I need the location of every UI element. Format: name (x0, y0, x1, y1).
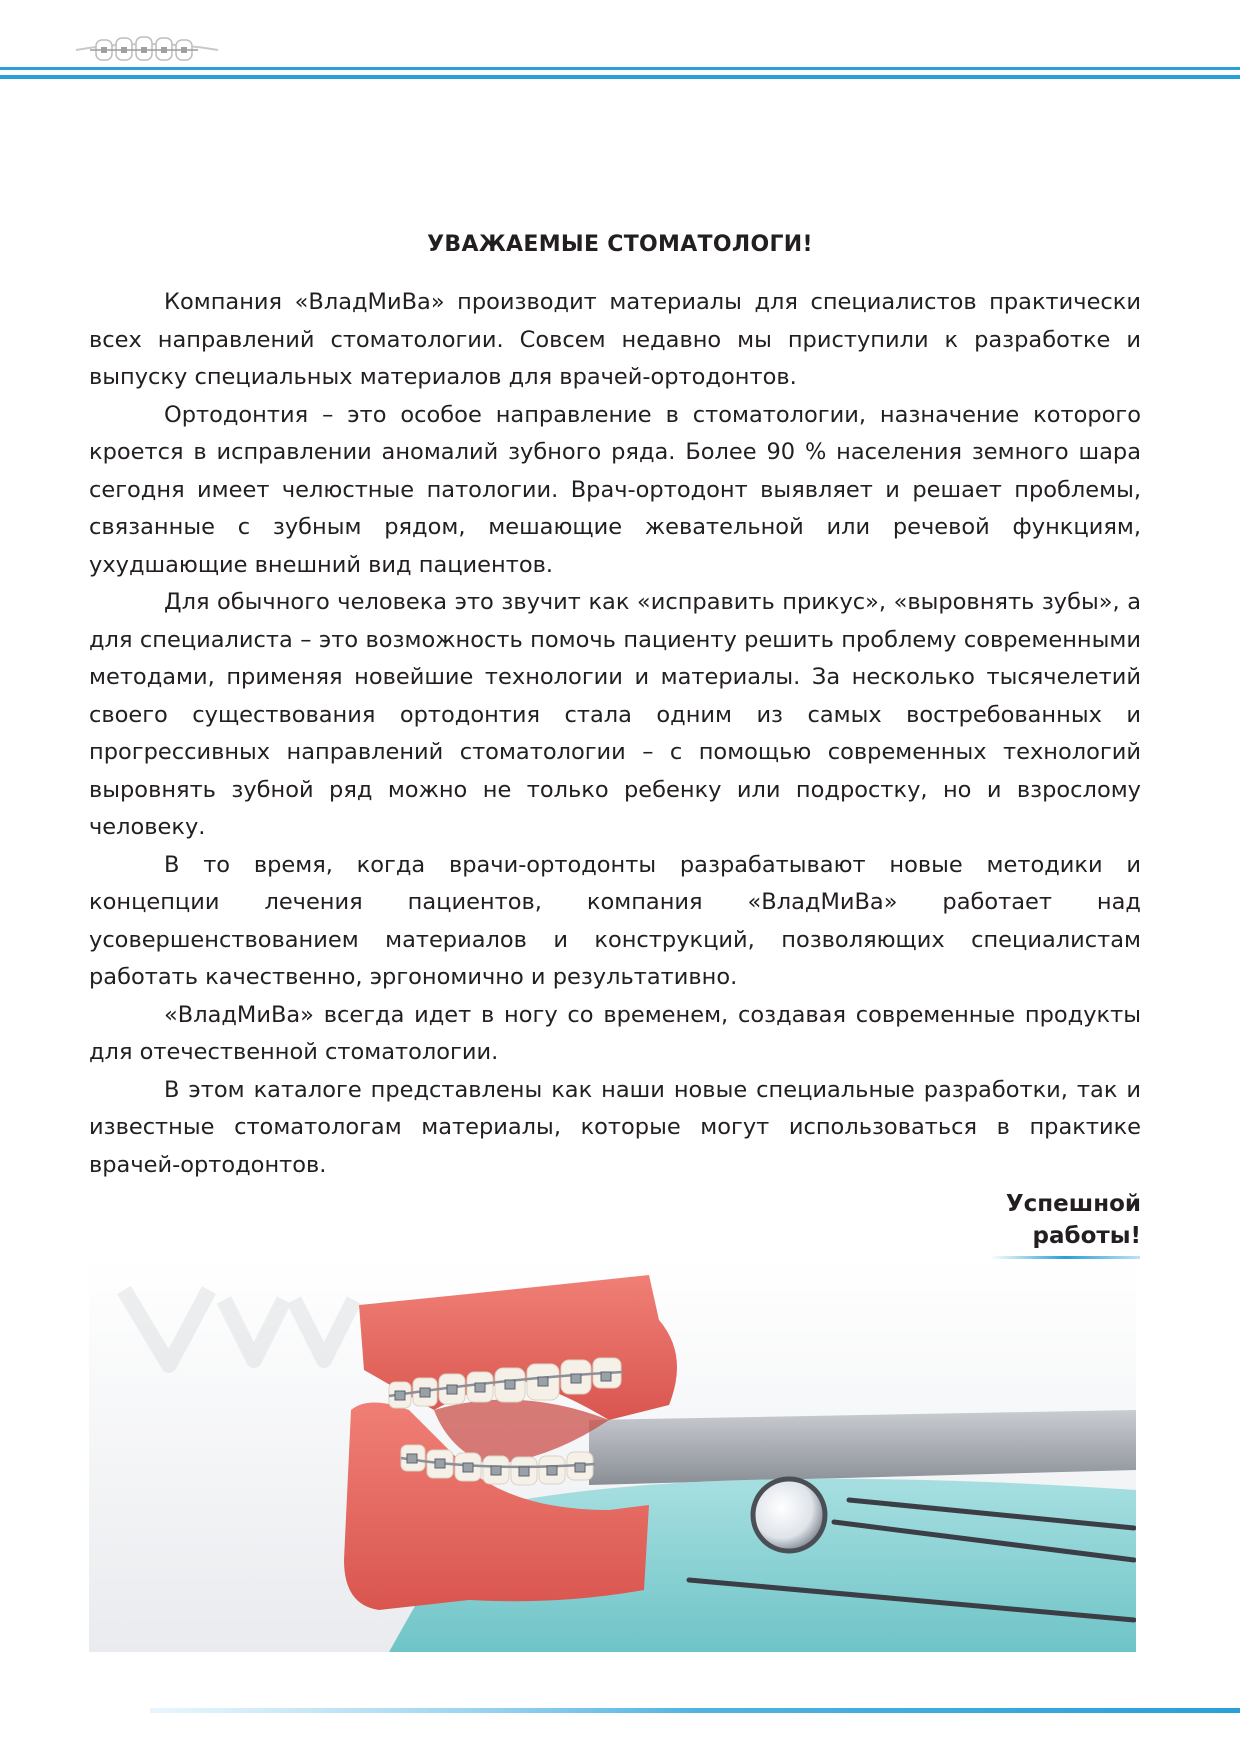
closing-signoff (941, 1188, 1141, 1252)
braces-teeth-logo-icon (72, 30, 222, 68)
dental-mirror-icon (753, 1479, 825, 1551)
paragraph: Для обычного человека это звучит как «исправить прикус», «выровнять зубы», а для специалиста – это возможность помочь пациенту решить проблему современными методами, применяя новейшие технологии и материалы. За несколько тысячелетий своего существования ортодонтия стала одним из самых востребованных и прогрессивных направлений стоматологии – с помощью современных технологий выровнять зубной ряд можно не только ребенку или подростку, но и взрослому человеку. (89, 589, 1141, 840)
dental-model-photo (89, 1260, 1136, 1652)
paragraph: «ВладМиВа» всегда идет в ногу со временем, создавая современные продукты для отечественной стоматологии. (89, 1001, 1141, 1065)
page-title: УВАЖАЕМЫЕ СТОМАТОЛОГИ! (427, 232, 813, 257)
paragraph: Ортодонтия – это особое направление в стоматологии, назначение которого кроется в исправлении аномалий зубного ряда. Более 90 % населения земного шара сегодня имеет челюстные патологии. Врач-ортодонт выявляет и решает проблемы, связанные с зубным рядом, мешающие жевательной или речевой функциям, ухудшающие внешний вид пациентов. (89, 401, 1141, 578)
paragraph: Компания «ВладМиВа» производит материалы для специалистов практически всех направлений стоматологии. Совсем недавно мы приступили к разработке и выпуску специальных материалов для врачей-ортодонтов. (89, 289, 1141, 390)
paragraph: В то время, когда врачи-ортодонты разрабатывают новые методики и концепции лечения пациентов, компания «ВладМиВа» работает над усовершенствованием материалов и конструкций, позволяющих специалистам работать качественно, эргономично и результативно. (89, 851, 1141, 990)
header-divider (0, 66, 1240, 82)
closing-line: Успешной (1005, 1191, 1141, 1217)
closing-line: работы! (1032, 1223, 1141, 1249)
footer-divider (150, 1707, 1240, 1715)
paragraph: В этом каталоге представлены как наши новые специальные разработки, так и известные стоматологам материалы, которые могут использоваться в практике врачей-ортодонтов. (89, 1076, 1141, 1178)
letter-body (89, 284, 1141, 1184)
